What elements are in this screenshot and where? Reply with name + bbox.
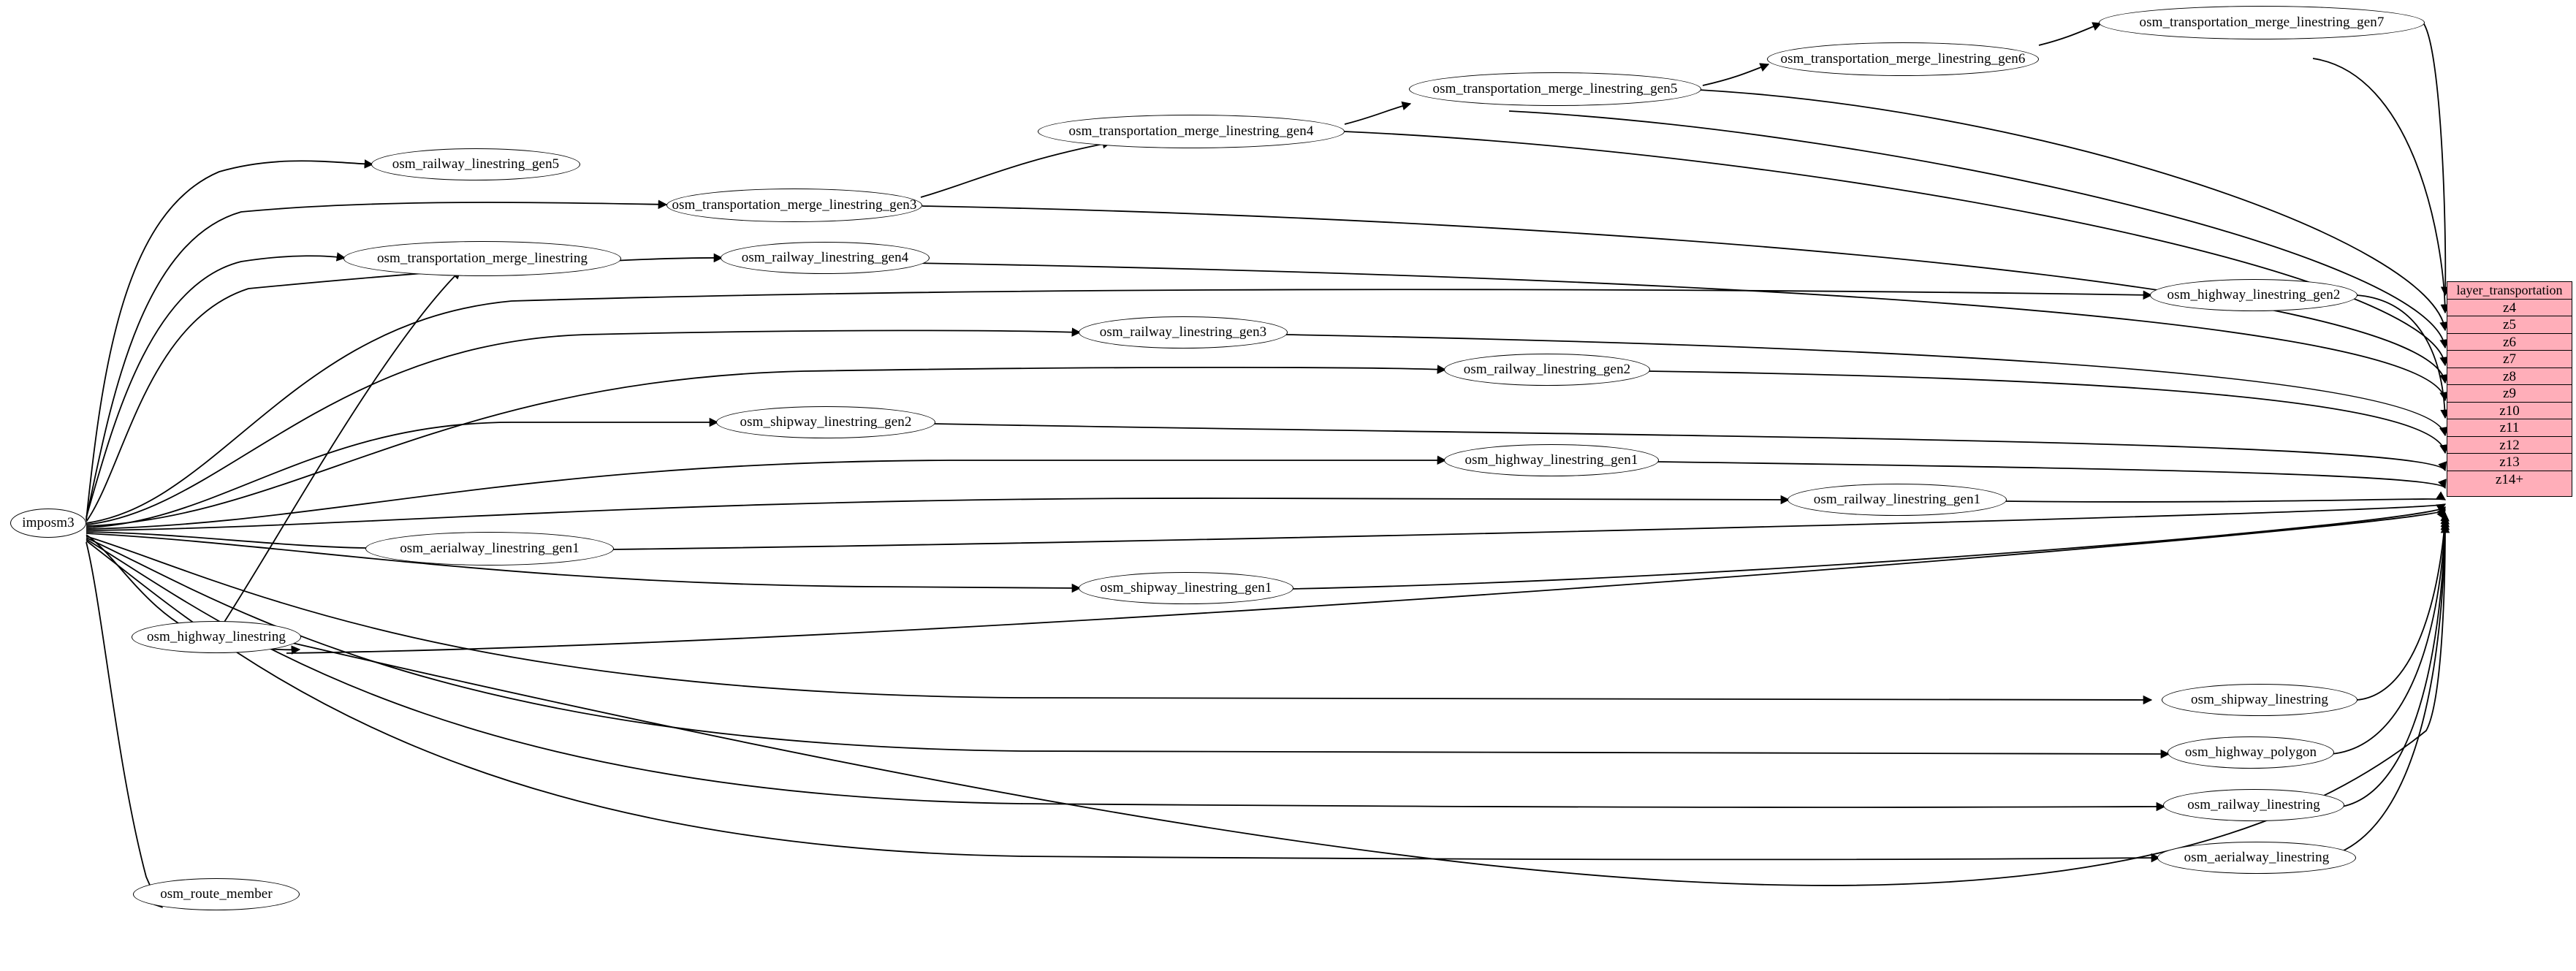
node-label: osm_railway_linestring_gen1 (1813, 492, 1981, 507)
node-osm-highway-linestring-gen2[interactable] (2150, 279, 2357, 311)
node-label: osm_transportation_merge_linestring_gen5 (1432, 81, 1678, 96)
node-osm-highway-polygon[interactable] (2167, 736, 2334, 769)
table-row[interactable]: z11 (2447, 419, 2572, 437)
node-layer-transportation[interactable] (2447, 281, 2572, 497)
node-label: osm_railway_linestring_gen4 (741, 250, 909, 265)
node-imposm3[interactable] (10, 509, 86, 538)
node-label: osm_aerialway_linestring_gen1 (400, 541, 580, 556)
node-label: osm_transportation_merge_linestring_gen6 (1780, 51, 2026, 66)
node-label: osm_railway_linestring_gen2 (1463, 362, 1631, 377)
node-label: osm_railway_linestring (2187, 797, 2320, 812)
node-osm-railway-linestring-gen4[interactable] (721, 242, 930, 274)
node-label: imposm3 (22, 515, 75, 530)
node-label: osm_highway_polygon (2184, 745, 2317, 760)
table-row[interactable]: z7 (2447, 351, 2572, 368)
node-label: osm_transportation_merge_linestring_gen7 (2139, 15, 2385, 30)
node-osm-shipway-linestring-gen2[interactable] (716, 406, 935, 438)
node-label: osm_railway_linestring_gen5 (392, 156, 560, 172)
table-row[interactable]: z6 (2447, 334, 2572, 351)
node-label: osm_highway_linestring (146, 629, 286, 644)
table-row[interactable]: z12 (2447, 437, 2572, 454)
node-osm-railway-linestring-gen2[interactable] (1444, 354, 1650, 386)
node-osm-transportation-merge-linestring-gen4[interactable] (1038, 115, 1345, 148)
table-row[interactable]: z8 (2447, 368, 2572, 386)
node-label: osm_route_member (160, 886, 273, 902)
node-osm-aerialway-linestring-gen1[interactable] (365, 532, 614, 566)
table-header: layer_transportation (2447, 282, 2572, 300)
node-label: osm_shipway_linestring_gen2 (740, 414, 912, 430)
node-osm-railway-linestring[interactable] (2163, 789, 2344, 821)
node-osm-railway-linestring-gen1[interactable] (1787, 484, 2007, 516)
node-osm-transportation-merge-linestring-gen3[interactable] (666, 189, 922, 222)
node-osm-aerialway-linestring[interactable] (2157, 842, 2356, 874)
node-osm-transportation-merge-linestring-gen7[interactable] (2099, 6, 2425, 39)
node-osm-highway-linestring-gen1[interactable] (1444, 444, 1659, 476)
node-label: osm_shipway_linestring (2191, 692, 2328, 707)
table-row[interactable]: z4 (2447, 300, 2572, 317)
table-row[interactable]: z5 (2447, 316, 2572, 334)
node-osm-transportation-merge-linestring-gen5[interactable] (1409, 72, 1701, 106)
node-osm-transportation-merge-linestring[interactable] (343, 241, 621, 276)
node-label: osm_highway_linestring_gen1 (1464, 452, 1638, 468)
node-label: osm_transportation_merge_linestring (376, 251, 588, 266)
node-osm-transportation-merge-linestring-gen6[interactable] (1767, 42, 2039, 76)
node-osm-route-member[interactable] (133, 878, 300, 910)
node-osm-railway-linestring-gen3[interactable] (1079, 316, 1288, 349)
node-osm-shipway-linestring[interactable] (2162, 684, 2357, 716)
table-row[interactable]: z10 (2447, 403, 2572, 420)
node-label: osm_highway_linestring_gen2 (2167, 287, 2341, 302)
node-osm-railway-linestring-gen5[interactable] (371, 148, 580, 180)
node-label: osm_aerialway_linestring (2184, 850, 2330, 865)
node-label: osm_transportation_merge_linestring_gen3 (672, 197, 917, 213)
table-row[interactable]: z14+ (2447, 471, 2572, 489)
table-row[interactable]: z13 (2447, 454, 2572, 471)
node-osm-highway-linestring[interactable] (132, 621, 301, 653)
table-row[interactable]: z9 (2447, 385, 2572, 403)
node-osm-shipway-linestring-gen1[interactable] (1079, 572, 1293, 604)
node-label: osm_railway_linestring_gen3 (1099, 324, 1267, 340)
node-label: osm_shipway_linestring_gen1 (1100, 580, 1272, 595)
node-label: osm_transportation_merge_linestring_gen4 (1068, 123, 1314, 139)
